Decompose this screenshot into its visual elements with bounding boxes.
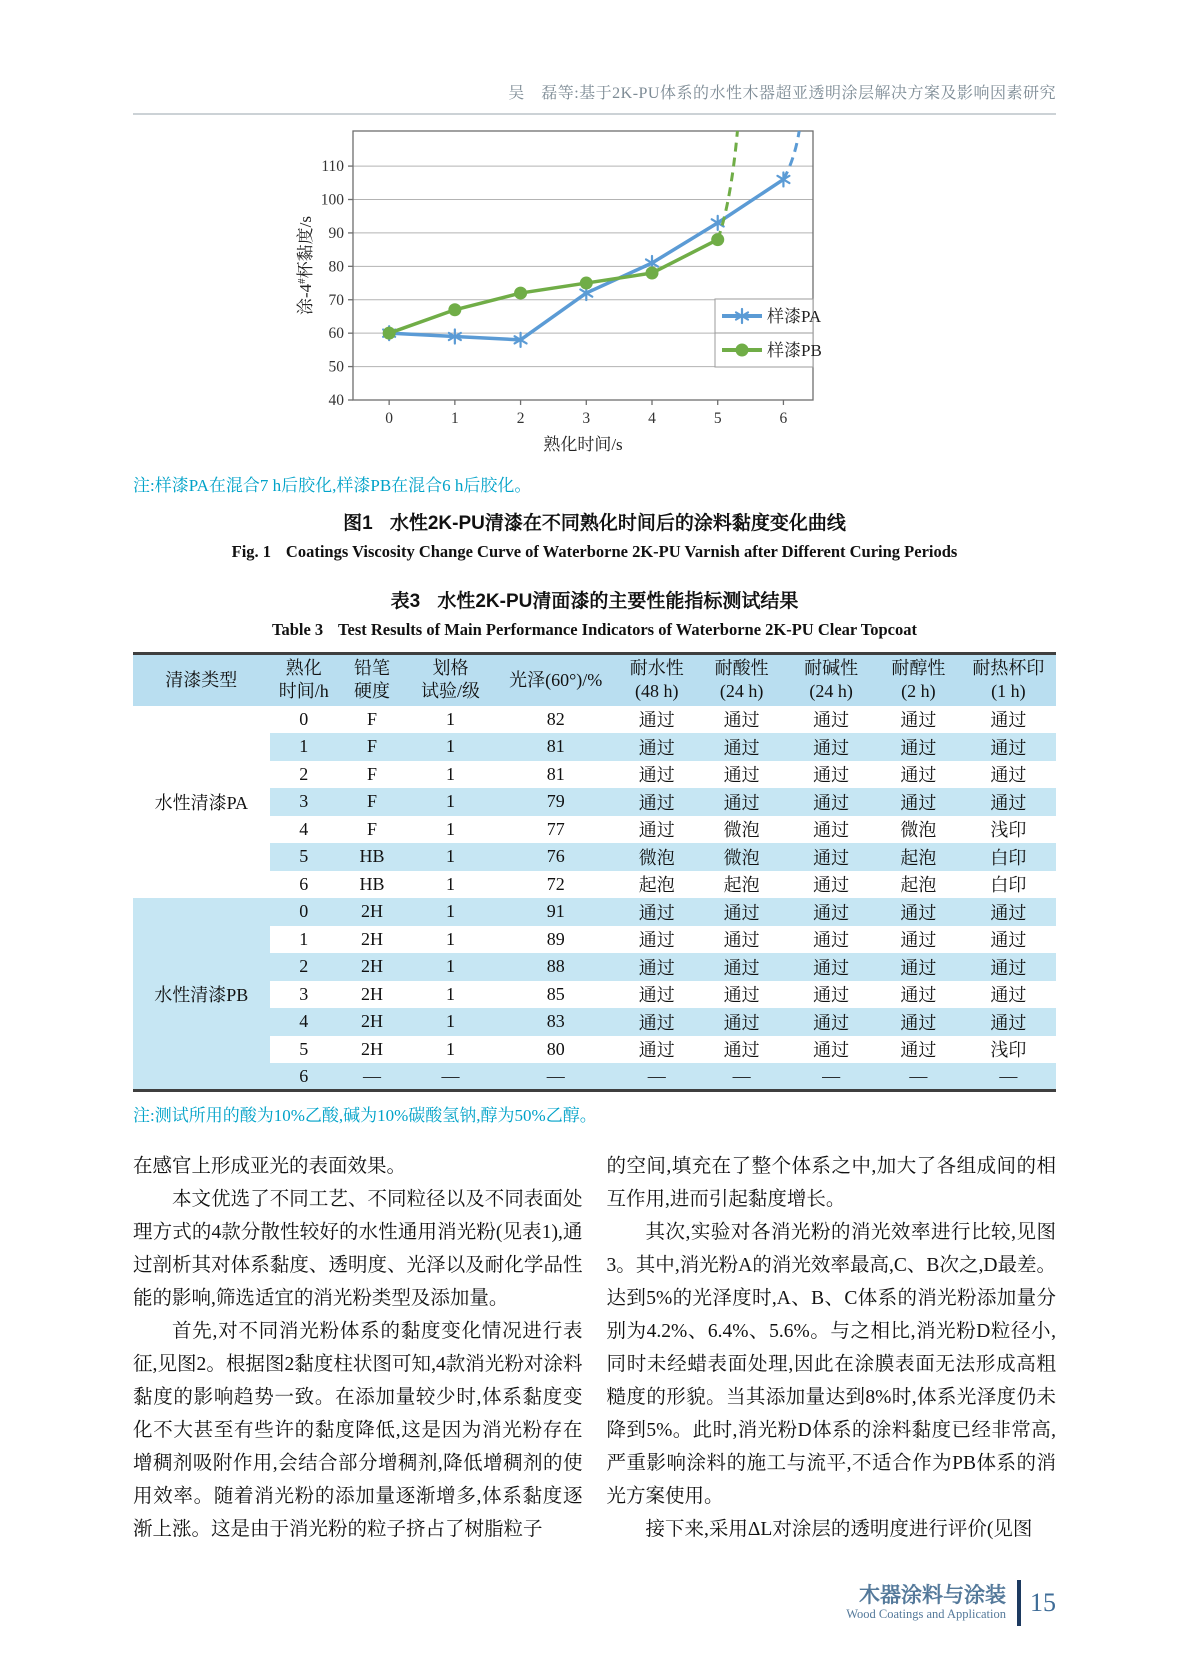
body-paragraph: 接下来,采用ΔL对涂层的透明度进行评价(见图 <box>645 1519 1033 1540</box>
table-cell: 通过 <box>723 985 760 1006</box>
table-cell: 通过 <box>990 930 1027 951</box>
table-cell: 通过 <box>638 985 675 1006</box>
table-cell: 2 <box>270 953 338 981</box>
table-cell: 通过 <box>786 733 876 761</box>
table-cell: 通过 <box>990 985 1027 1006</box>
table-cell: 0 <box>270 898 338 926</box>
table-cell: 6 <box>270 1063 338 1091</box>
table-cell: 76 <box>495 843 617 871</box>
table-cell: — <box>876 1063 961 1091</box>
table-cell: 88 <box>495 953 617 981</box>
svg-text:70: 70 <box>328 291 344 309</box>
table-cell: — <box>338 1063 406 1091</box>
table-cell: 通过 <box>813 930 850 951</box>
table-cell: 微泡 <box>723 820 760 841</box>
svg-text:1: 1 <box>450 410 459 427</box>
svg-text:110: 110 <box>321 158 344 176</box>
figure1-note: 注:样漆PA在混合7 h后胶化,样漆PB在混合6 h后胶化。 <box>133 476 532 495</box>
table-cell: 2H <box>338 953 406 981</box>
header-cell: 耐碱性 (24 h) <box>786 654 876 706</box>
table-cell: 1 <box>270 733 338 761</box>
table-cell: 通过 <box>638 765 675 786</box>
table-cell: 通过 <box>990 765 1027 786</box>
table-cell: 1 <box>406 1008 495 1036</box>
table-cell: 通过 <box>876 1008 961 1036</box>
table-row <box>133 843 1056 871</box>
table-cell: 0 <box>299 708 309 729</box>
table-cell: 通过 <box>813 1040 850 1061</box>
x-axis-title: 熟化时间/s <box>543 435 623 454</box>
table-cell: 通过 <box>900 930 937 951</box>
table-cell: 通过 <box>638 930 675 951</box>
table-cell: HB <box>359 873 385 894</box>
svg-text:90: 90 <box>328 224 344 242</box>
table-cell: 1 <box>445 928 455 949</box>
table-cell: 通过 <box>723 710 760 731</box>
header-cell: 铅笔 硬度 <box>338 654 406 706</box>
body-column-left <box>133 1150 583 1546</box>
header-cell: 清漆类型 <box>133 654 270 706</box>
table-cell: 通过 <box>723 930 760 951</box>
journal-name-en: Wood Coatings and Application <box>846 1607 1006 1621</box>
table-cell: 91 <box>495 898 617 926</box>
table-cell: 6 <box>299 873 309 894</box>
figure1-caption-cn-label: 图1 <box>343 513 373 534</box>
table-row <box>133 898 1056 926</box>
table-cell: 微泡 <box>900 820 937 841</box>
header-cell: 耐热杯印 (1 h) <box>961 654 1056 706</box>
svg-text:3: 3 <box>582 410 591 427</box>
table-cell: 1 <box>406 843 495 871</box>
table-cell: 微泡 <box>697 843 787 871</box>
figure1-chart-container <box>293 127 893 463</box>
table-cell: 通过 <box>723 1040 760 1061</box>
table-cell: 1 <box>406 733 495 761</box>
table-cell: 79 <box>495 788 617 816</box>
svg-text:5: 5 <box>713 410 722 427</box>
table-cell: 通过 <box>961 898 1056 926</box>
table-cell: 通过 <box>786 1008 876 1036</box>
table-cell: 通过 <box>638 1040 675 1061</box>
table-header-row <box>133 654 1056 706</box>
table-cell: 通过 <box>617 788 697 816</box>
body-paragraph: 在感官上形成亚光的表面效果。 <box>133 1156 407 1177</box>
y-axis-title: 涂-4#杯黏度/s <box>296 215 315 316</box>
table-cell: 通过 <box>900 765 937 786</box>
table-cell: 通过 <box>961 953 1056 981</box>
figure1-caption-en <box>133 542 1056 562</box>
table-cell: 通过 <box>723 765 760 786</box>
table-cell: 4 <box>299 818 309 839</box>
table3-note: 注:测试所用的酸为10%乙酸,碱为10%碳酸氢钠,醇为50%乙醇。 <box>133 1106 597 1125</box>
figure1-caption-en-text: Coatings Viscosity Change Curve of Waterborne 2K-PU Varnish after Different Curing Periods <box>285 542 958 561</box>
table-row <box>133 761 1056 789</box>
table3-caption-cn <box>133 586 1056 613</box>
chart-axes <box>321 131 813 427</box>
table-cell: — <box>697 1063 787 1091</box>
body-paragraph: 本文优选了不同工艺、不同粒径以及不同表面处理方式的4款分散性较好的水性通用消光粉(见表1),通过剖析其对体系黏度、透明度、光泽以及耐化学品性能的影响,筛选适宜的消光粉类型及添加量。 <box>133 1189 583 1309</box>
figure1-caption-cn-text: 水性2K-PU清漆在不同熟化时间后的涂料黏度变化曲线 <box>389 513 846 534</box>
table-cell: 通过 <box>961 1008 1056 1036</box>
body-column-right <box>607 1150 1057 1546</box>
table-cell: 2H <box>361 983 384 1004</box>
svg-text:0: 0 <box>385 410 394 427</box>
table-cell: 起泡 <box>638 875 675 896</box>
svg-text:100: 100 <box>320 191 344 209</box>
table-cell: — <box>617 1063 697 1091</box>
table-cell: 3 <box>270 788 338 816</box>
table-cell: 1 <box>406 898 495 926</box>
table-cell: 白印 <box>990 875 1027 896</box>
table-cell: 通过 <box>813 765 850 786</box>
table-cell: 77 <box>546 818 565 839</box>
svg-text:2: 2 <box>516 410 525 427</box>
table-row <box>133 871 1056 899</box>
table-cell: — <box>406 1063 495 1091</box>
header-cell: 划格 试验/级 <box>406 654 495 706</box>
table-cell: F <box>338 733 406 761</box>
table-row <box>133 816 1056 844</box>
table-cell: 浅印 <box>990 820 1027 841</box>
chart-legend <box>715 299 822 367</box>
table-row <box>133 981 1056 1009</box>
table-cell: — <box>961 1063 1056 1091</box>
table-cell: 1 <box>445 763 455 784</box>
svg-text:80: 80 <box>328 258 344 276</box>
figure1-caption-en-label: Fig. 1 <box>231 542 272 561</box>
header-cell: 耐醇性 (2 h) <box>876 654 961 706</box>
table-row <box>133 706 1056 734</box>
header-cell: 熟化 时间/h <box>270 654 338 706</box>
table-cell: 通过 <box>638 710 675 731</box>
table-cell: 通过 <box>961 788 1056 816</box>
table-cell: 通过 <box>697 788 787 816</box>
svg-text:样漆PA: 样漆PA <box>767 307 822 326</box>
table-cell: 通过 <box>876 733 961 761</box>
running-title: 吴 磊等:基于2K-PU体系的水性木器超亚透明涂层解决方案及影响因素研究 <box>508 85 1056 102</box>
table-cell: 1 <box>445 983 455 1004</box>
svg-text:40: 40 <box>328 392 344 409</box>
table-cell: F <box>367 818 378 839</box>
table-cell: 通过 <box>786 843 876 871</box>
table-cell: 1 <box>299 928 309 949</box>
table-cell: 通过 <box>617 1008 697 1036</box>
performance-table <box>133 652 1056 1092</box>
table-cell: 1 <box>406 953 495 981</box>
table-cell: 通过 <box>876 898 961 926</box>
table-cell: 通过 <box>961 733 1056 761</box>
group-label-cell: 水性清漆PA <box>133 706 270 899</box>
table-cell: 1 <box>445 1038 455 1059</box>
table-cell: 2H <box>361 928 384 949</box>
table-cell: 通过 <box>617 898 697 926</box>
table-cell: 1 <box>445 708 455 729</box>
table-cell: 通过 <box>697 898 787 926</box>
svg-text:60: 60 <box>328 325 344 343</box>
table-row <box>133 788 1056 816</box>
table-cell: 通过 <box>990 710 1027 731</box>
table-cell: 通过 <box>697 1008 787 1036</box>
table-cell: 1 <box>406 788 495 816</box>
table-row <box>133 1036 1056 1064</box>
table-cell: — <box>786 1063 876 1091</box>
table-cell: — <box>495 1063 617 1091</box>
table-cell: 82 <box>546 708 565 729</box>
body-paragraph: 的空间,填充在了整个体系之中,加大了各组成间的相互作用,进而引起黏度增长。 <box>606 1156 1056 1210</box>
footer-divider-bar <box>1017 1580 1021 1626</box>
table-cell: 80 <box>546 1038 565 1059</box>
table-cell: 起泡 <box>876 843 961 871</box>
table-cell: 3 <box>299 983 309 1004</box>
header-cell: 耐水性 (48 h) <box>617 654 697 706</box>
table3-caption-cn-text: 水性2K-PU清面漆的主要性能指标测试结果 <box>437 591 799 612</box>
body-text <box>133 1150 1056 1546</box>
table-row <box>133 1008 1056 1036</box>
table-cell: 2H <box>361 1038 384 1059</box>
table-cell: 81 <box>546 763 565 784</box>
svg-text:样漆PB: 样漆PB <box>767 341 822 360</box>
table-cell: 通过 <box>638 820 675 841</box>
table-cell: 通过 <box>697 953 787 981</box>
table-cell: F <box>338 788 406 816</box>
page-footer <box>846 1580 1056 1626</box>
table3-caption-cn-label: 表3 <box>390 591 421 612</box>
table-cell: 通过 <box>617 733 697 761</box>
table-cell: 白印 <box>961 843 1056 871</box>
table-cell: 5 <box>299 1038 309 1059</box>
table-cell: 2 <box>299 763 309 784</box>
table-cell: F <box>367 763 378 784</box>
series-样漆PB <box>383 131 738 340</box>
table-cell: 5 <box>270 843 338 871</box>
page-number: 15 <box>1030 1588 1056 1617</box>
table-cell: 浅印 <box>990 1040 1027 1061</box>
table-cell: 通过 <box>617 953 697 981</box>
table-cell: 通过 <box>900 710 937 731</box>
header-rule <box>133 113 1056 115</box>
table-cell: 通过 <box>813 875 850 896</box>
table3-caption-en-text: Test Results of Main Performance Indicators of Waterborne 2K-PU Clear Topcoat <box>338 620 917 639</box>
table-cell: 通过 <box>813 985 850 1006</box>
table-cell: 1 <box>445 818 455 839</box>
header-cell: 光泽(60°)/% <box>495 654 617 706</box>
table-cell: 89 <box>546 928 565 949</box>
table-cell: 4 <box>270 1008 338 1036</box>
header-cell: 耐酸性 (24 h) <box>697 654 787 706</box>
figure1-caption-cn <box>133 508 1056 535</box>
table-cell: 85 <box>546 983 565 1004</box>
table-cell: 起泡 <box>723 875 760 896</box>
table-cell: 2H <box>338 1008 406 1036</box>
table-cell: 通过 <box>786 788 876 816</box>
table-cell: 通过 <box>786 898 876 926</box>
page <box>0 80 1187 1546</box>
table-cell: 通过 <box>900 1040 937 1061</box>
table-cell: F <box>367 708 378 729</box>
table-row <box>133 1063 1056 1091</box>
table-cell: 72 <box>546 873 565 894</box>
table-cell: 1 <box>445 873 455 894</box>
table-row <box>133 733 1056 761</box>
body-paragraph: 首先,对不同消光粉体系的黏度变化情况进行表征,见图2。根据图2黏度柱状图可知,4款消光粉对涂料黏度的影响趋势一致。在添加量较少时,体系黏度变化不大甚至有些许的黏度降低,这是因为消光粉存在增稠剂吸附作用,会结合部分增稠剂,降低增稠剂的使用效率。随着消光粉的添加量逐渐增多,体系黏度逐渐上涨。这是由于消光粉的粒子挤占了树脂粒子 <box>133 1321 583 1540</box>
svg-text:6: 6 <box>779 410 788 427</box>
table-cell: 通过 <box>813 710 850 731</box>
svg-text:50: 50 <box>328 358 344 376</box>
table-cell: 通过 <box>876 953 961 981</box>
table-cell: 通过 <box>786 953 876 981</box>
table-cell: 通过 <box>876 788 961 816</box>
journal-name <box>846 1584 1006 1622</box>
table-cell: 81 <box>495 733 617 761</box>
table-cell: 起泡 <box>900 875 937 896</box>
table3-caption-en-label: Table 3 <box>271 620 324 639</box>
table-cell: 83 <box>495 1008 617 1036</box>
table-cell: 通过 <box>697 733 787 761</box>
table-cell: 微泡 <box>617 843 697 871</box>
table-cell: HB <box>338 843 406 871</box>
table-row <box>133 926 1056 954</box>
journal-name-cn: 木器涂料与涂装 <box>859 1584 1006 1607</box>
group-label-cell: 水性清漆PB <box>133 898 270 1091</box>
table3-caption-en <box>133 620 1056 640</box>
table-cell: 通过 <box>900 985 937 1006</box>
svg-text:4: 4 <box>648 410 656 427</box>
table-cell: 通过 <box>813 820 850 841</box>
body-paragraph: 其次,实验对各消光粉的消光效率进行比较,见图3。其中,消光粉A的消光效率最高,C、B次之,D最差。达到5%的光泽度时,A、B、C体系的消光粉添加量分别为4.2%、6.4%、5.6%。与之相比,消光粉D粒径小,同时未经蜡表面处理,因此在涂膜表面无法形成高粗糙度的形貌。当其添加量达到8%时,体系光泽度仍未降到5%。此时,消光粉D体系的涂料黏度已经非常高,严重影响涂料的施工与流平,不适合作为PB体系的消光方案使用。 <box>606 1222 1056 1507</box>
figure1-line-chart <box>293 127 893 463</box>
table-cell: 2H <box>338 898 406 926</box>
table-row <box>133 953 1056 981</box>
